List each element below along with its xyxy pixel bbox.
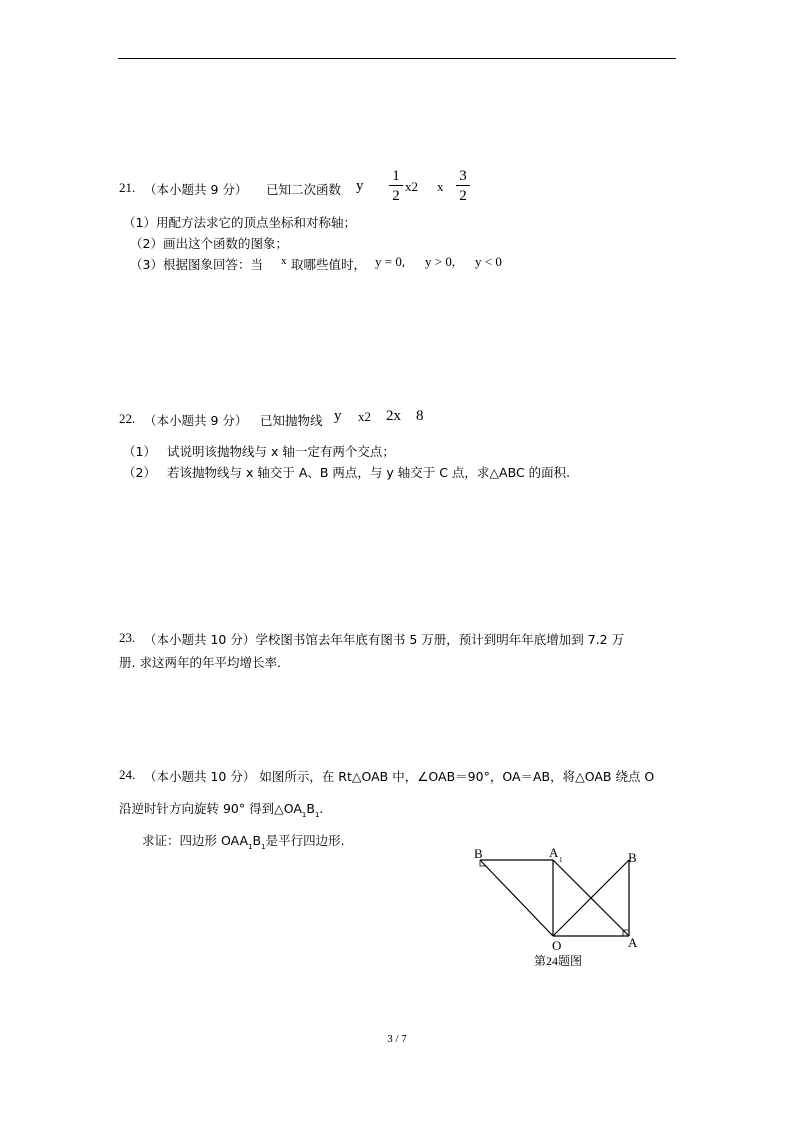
label-a1-sub: 1	[559, 856, 563, 864]
page-number: 3 / 7	[387, 1033, 407, 1045]
q23-line2: 册. 求这两年的年平均增长率.	[119, 655, 281, 670]
q21-fraction-2: 3 2	[456, 168, 470, 204]
q22-part1-num: （1）	[123, 444, 156, 459]
q22-part1: 试说明该抛物线与 x 轴一定有两个交点；	[167, 444, 395, 459]
q22-part2-num: （2）	[123, 465, 156, 480]
q22-points: （本小题共 9 分）	[144, 413, 248, 428]
q21-x: x	[437, 179, 444, 194]
label-b: B	[628, 850, 637, 865]
figure-caption: 第24题图	[534, 954, 583, 968]
label-b1: B	[474, 846, 483, 861]
q21-y: y	[356, 178, 364, 194]
q21-part2: （2）画出这个函数的图象；	[130, 236, 288, 251]
q22-part2: 若该抛物线与 x 轴交于 A、B 两点，与 y 轴交于 C 点，求△ABC 的面积.	[167, 465, 571, 480]
q22-number: 22.	[119, 411, 136, 426]
q21-x2: x2	[405, 179, 418, 194]
edge-b1-o	[480, 860, 553, 936]
q21-number: 21.	[119, 180, 136, 195]
q22-y: y	[334, 408, 342, 424]
q24-proof: 求证：四边形 $OAA_1B_1$是平行四边形.	[142, 833, 345, 851]
q24-number: 24.	[119, 767, 136, 782]
q23-line1: （本小题共 10 分）学校图书馆去年年底有图书 5 万册，预计到明年年底增加到 7.2 万	[144, 632, 625, 647]
q21-stem: 已知二次函数	[266, 182, 342, 197]
header-rule	[118, 58, 676, 59]
q24-figure	[460, 840, 660, 975]
q21-points: （本小题共 9 分）	[144, 182, 248, 197]
q22-stem: 已知抛物线	[260, 413, 323, 428]
q21-part3-a: （3）根据图象回答：当	[130, 257, 263, 272]
q23-number: 23.	[119, 630, 136, 645]
q21-part3-c2: y > 0,	[425, 254, 456, 269]
q24-line1: （本小题共 10 分） 如图所示，在 Rt△OAB 中，∠OAB＝90°，OA＝AB，将△OAB 绕点 O	[144, 769, 655, 784]
q22-term3: 8	[416, 408, 424, 424]
q22-term2: 2x	[386, 408, 401, 424]
label-a: A	[628, 935, 638, 950]
q21-part3-c1: y = 0,	[375, 254, 406, 269]
label-o: O	[552, 938, 562, 953]
q21-part3-b: 取哪些值时，	[291, 257, 367, 272]
label-a1: A	[549, 845, 559, 860]
q21-part1: （1）用配方法求它的顶点坐标和对称轴；	[123, 215, 356, 230]
q21-part3-c3: y < 0	[475, 254, 502, 269]
q24-line2: 沿逆时针方向旋转 90° 得到$\triangle OA_1B_1$.	[119, 801, 324, 819]
q21-fraction-1: 1 2	[389, 168, 403, 204]
q22-x2: x2	[358, 409, 371, 424]
q21-part3-x: x	[281, 255, 287, 267]
